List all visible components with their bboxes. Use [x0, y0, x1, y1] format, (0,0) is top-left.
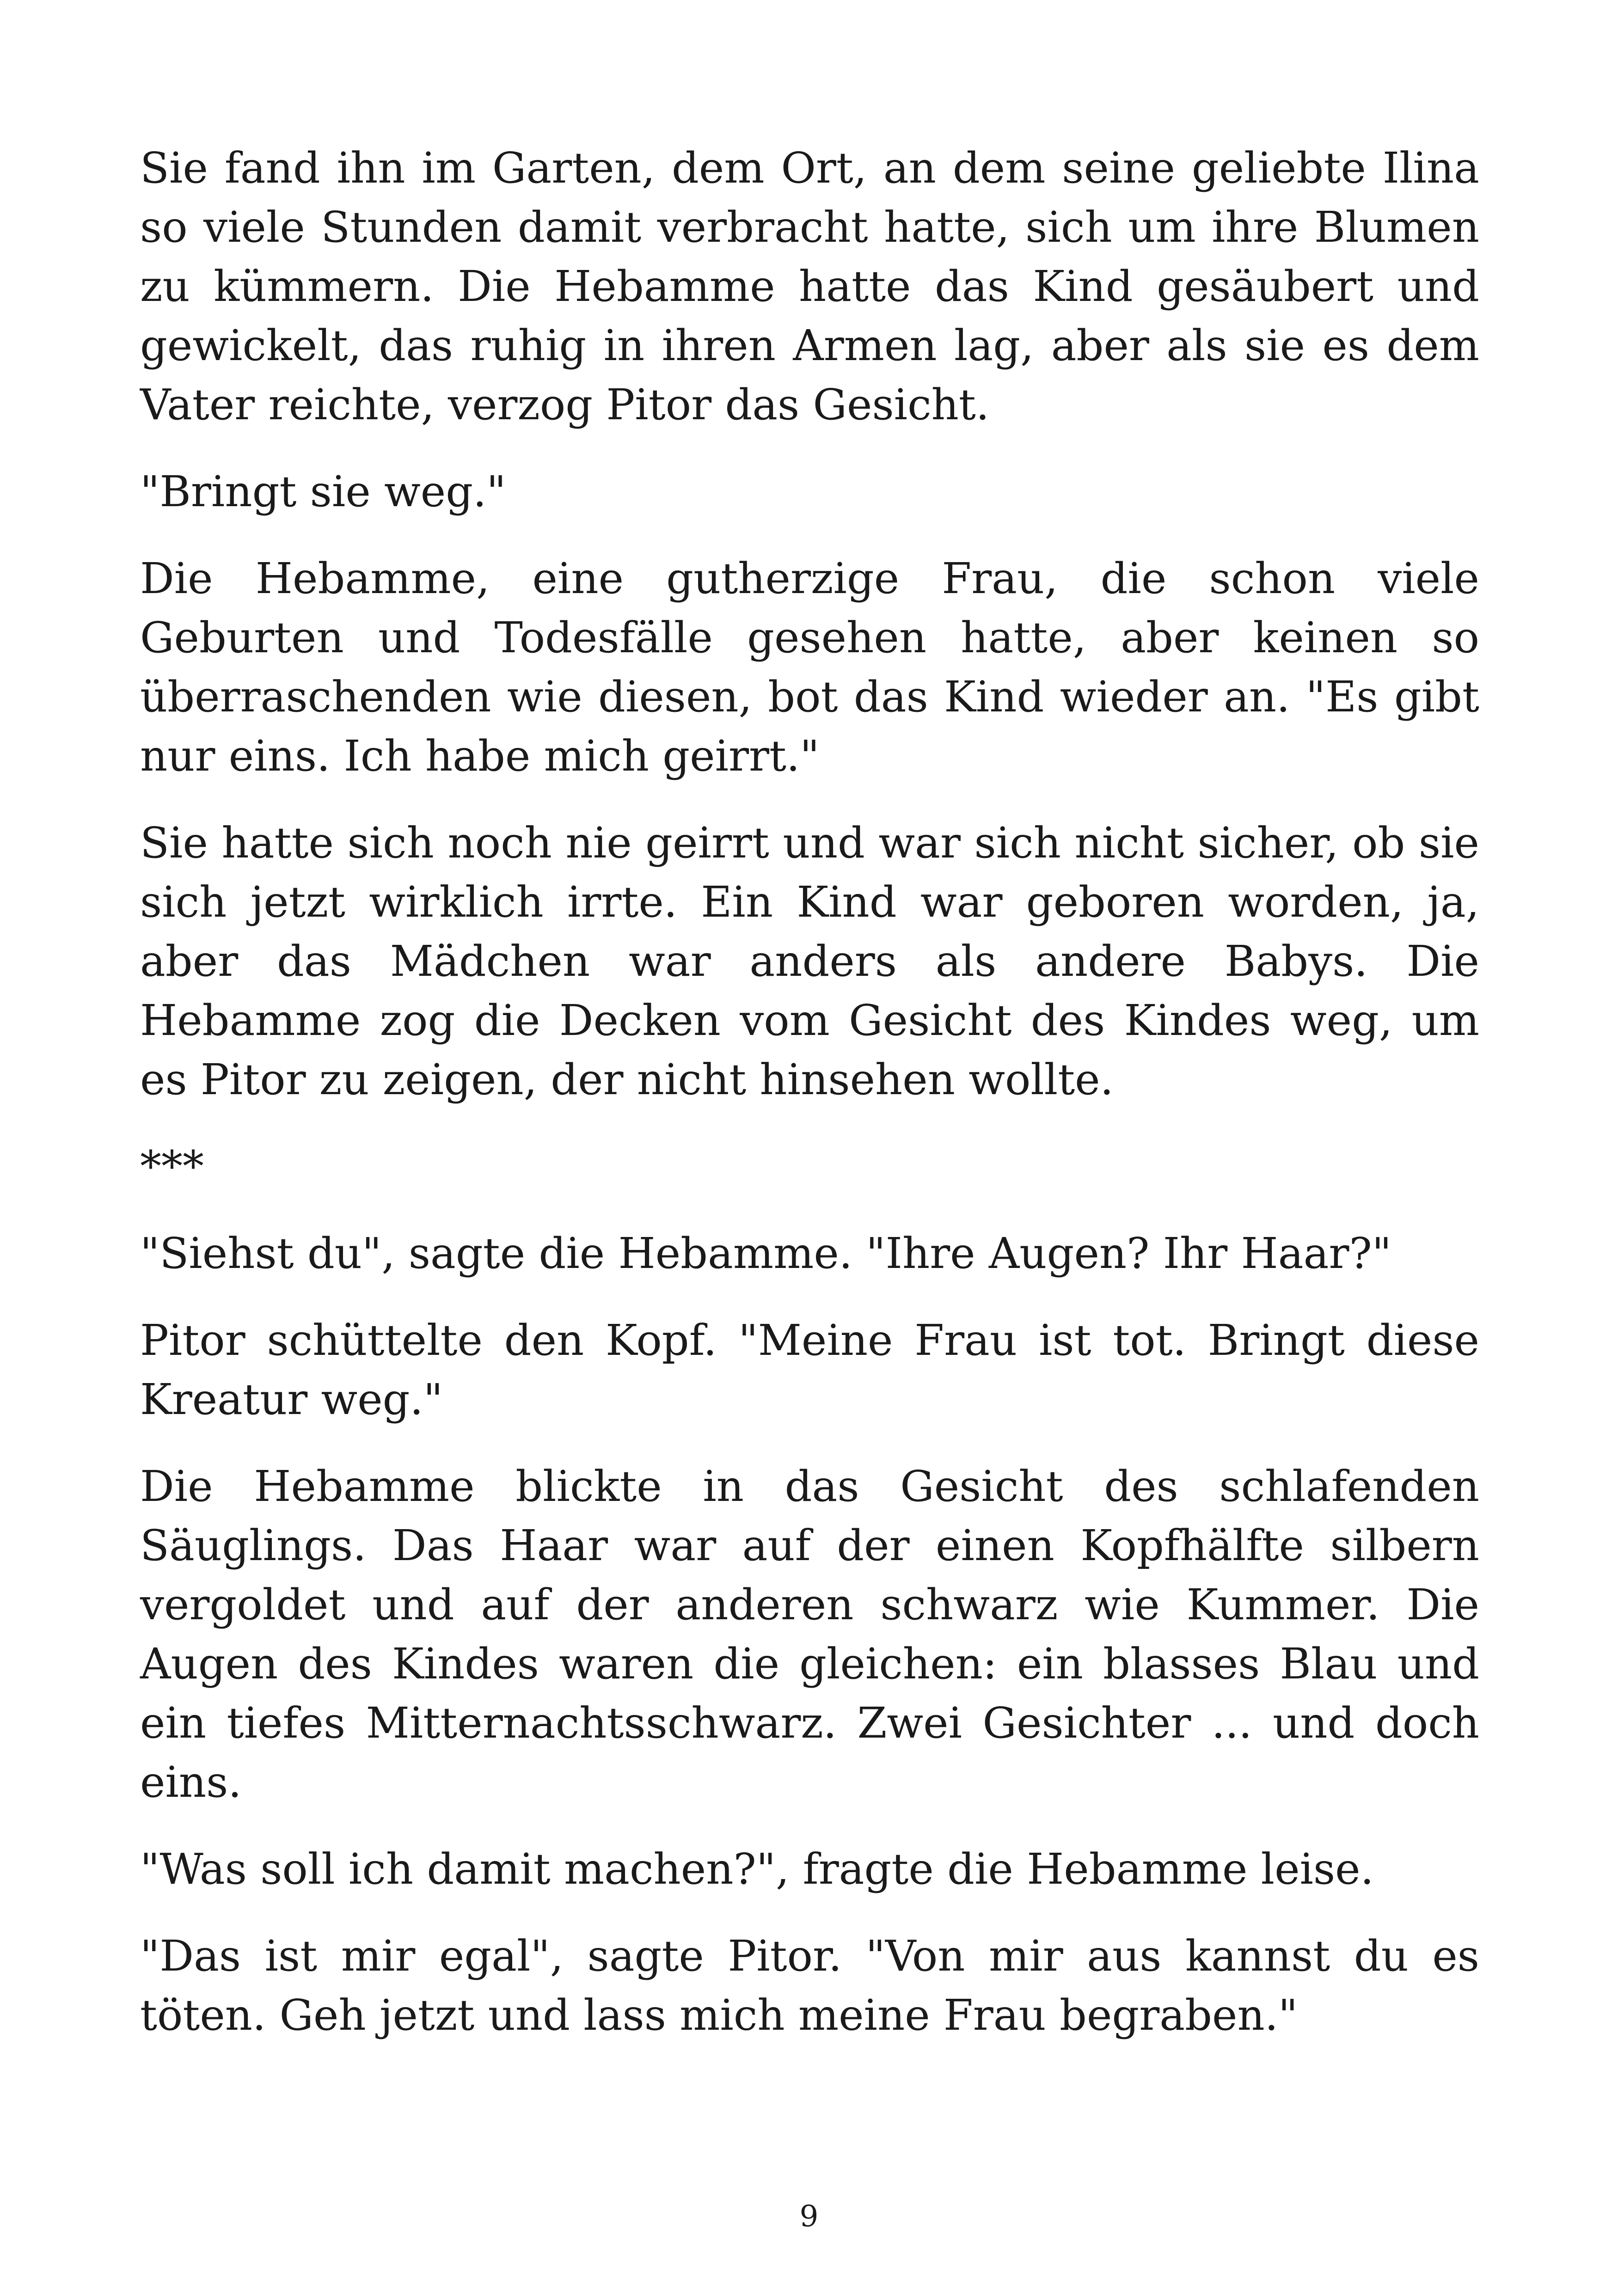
paragraph-8: "Was soll ich damit machen?", fragte die Hebamme leise.	[140, 1844, 1374, 1894]
page-body-text	[140, 139, 1479, 2073]
paragraph-5: "Siehst du", sagte die Hebamme. "Ihre Augen? Ihr Haar?"	[140, 1229, 1392, 1278]
page-number: 9	[799, 2199, 819, 2234]
paragraph-4: Sie hatte sich noch nie geirrt und war sich nicht sicher, ob sie sich jetzt wirklich irrte. Ein Kind war geboren worden, ja, aber das Mädchen war anders als andere Babys. Die Hebamme zog die Decken vom Gesicht des Kindes weg, um es Pitor zu zeigen, der nicht hinsehen wollte.	[140, 818, 1479, 1104]
paragraph-3: Die Hebamme, eine gutherzige Frau, die schon viele Geburten und Todesfälle gesehen hatte, aber keinen so überraschenden wie diesen, bot das Kind wieder an. "Es gibt nur eins. Ich habe mich geirrt."	[140, 554, 1479, 781]
paragraph-1: Sie fand ihn im Garten, dem Ort, an dem seine geliebte Ilina so viele Stunden damit verbracht hatte, sich um ihre Blumen zu kümmern. Die Hebamme hatte das Kind gesäubert und gewickelt, das ruhig in ihren Armen lag, aber als sie es dem Vater reichte, verzog Pitor das Gesicht.	[140, 143, 1479, 429]
paragraph-9: "Das ist mir egal", sagte Pitor. "Von mir aus kannst du es töten. Geh jetzt und lass mich meine Frau begraben."	[140, 1931, 1479, 2040]
scene-break: ***	[140, 1142, 204, 1191]
paragraph-6: Pitor schüttelte den Kopf. "Meine Frau ist tot. Bringt diese Kreatur weg."	[140, 1316, 1479, 1424]
paragraph-7: Die Hebamme blickte in das Gesicht des schlafenden Säuglings. Das Haar war auf der einen Kopfhälfte silbern vergoldet und auf der anderen schwarz wie Kummer. Die Augen des Kindes waren die gleichen: ein blasses Blau und ein tiefes Mitternachtsschwarz. Zwei Gesichter ... und doch eins.	[140, 1462, 1479, 1807]
paragraph-2: "Bringt sie weg."	[140, 467, 506, 516]
